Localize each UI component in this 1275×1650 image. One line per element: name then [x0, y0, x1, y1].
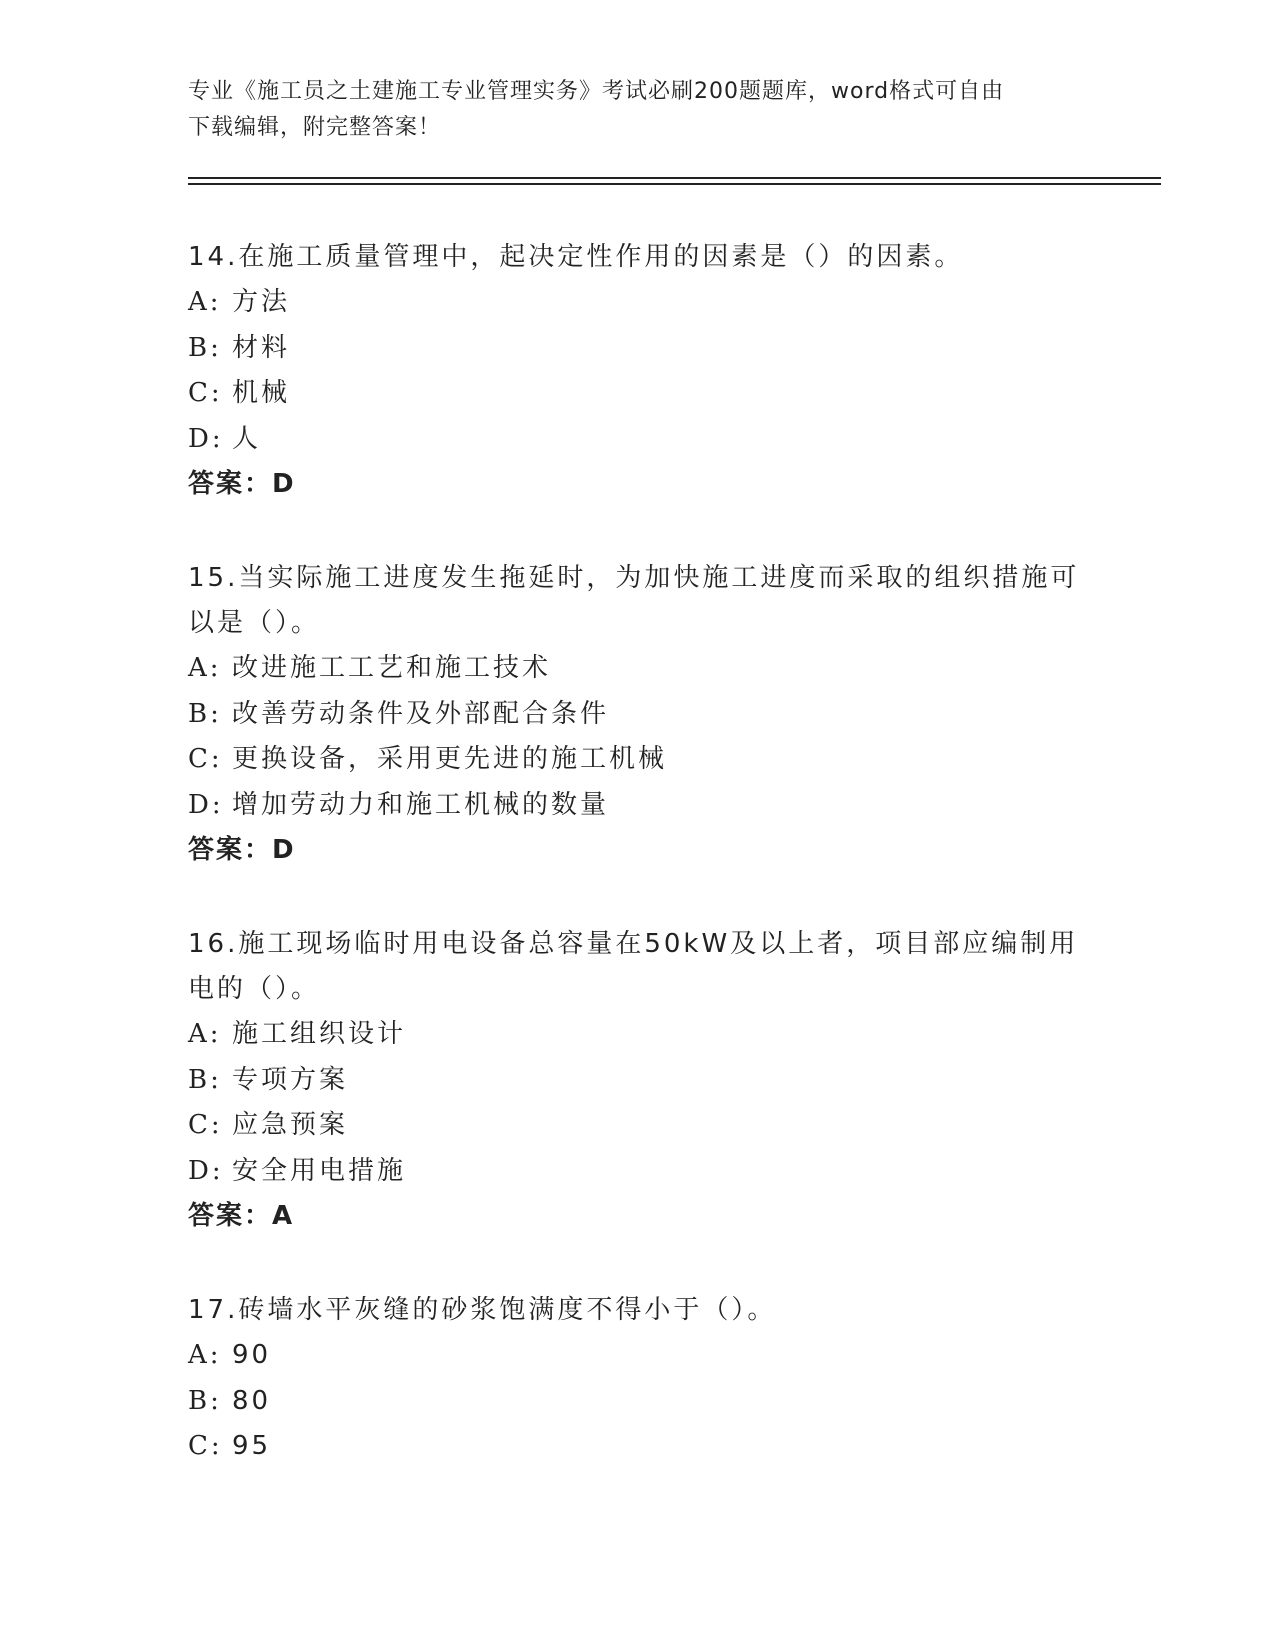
question-stem: 16.施工现场临时用电设备总容量在50kW及以上者，项目部应编制用电的（）。 — [188, 929, 1079, 1004]
answer-line: 答案：D — [188, 835, 296, 865]
document-header — [188, 74, 1088, 146]
question-16 — [188, 922, 1088, 1240]
option-letter: B: — [188, 1385, 222, 1416]
answer-line: 答案：A — [188, 1201, 295, 1231]
header-line-1: 专业《施工员之土建施工专业管理实务》考试必刷200题题库，word格式可自由 — [188, 79, 1005, 104]
option-text: 95 — [232, 1431, 272, 1461]
header-line-2: 下载编辑，附完整答案！ — [188, 115, 442, 140]
option-text: 机械 — [232, 378, 291, 408]
option-letter: C: — [188, 1110, 223, 1140]
option-text: 安全用电措施 — [232, 1155, 407, 1186]
option-letter: B: — [188, 698, 222, 729]
option-text: 改进施工工艺和施工技术 — [232, 653, 552, 683]
option-letter: D: — [188, 423, 224, 454]
option-text: 人 — [232, 423, 262, 454]
option-text: 方法 — [232, 287, 291, 317]
option-a — [188, 1012, 1088, 1058]
question-stem: 17.砖墙水平灰缝的砂浆饱满度不得小于（）。 — [188, 1295, 777, 1325]
option-b — [188, 326, 1088, 372]
option-c — [188, 1424, 1088, 1470]
option-a — [188, 646, 1088, 692]
option-text: 应急预案 — [232, 1110, 349, 1140]
option-letter: A: — [188, 1340, 222, 1370]
option-d — [188, 783, 1088, 829]
option-letter: A: — [188, 287, 222, 317]
option-a — [188, 1333, 1088, 1379]
answer-line: 答案：D — [188, 469, 296, 499]
question-14 — [188, 235, 1088, 508]
option-letter: D: — [188, 789, 224, 820]
question-stem: 14.在施工质量管理中，起决定性作用的因素是（）的因素。 — [188, 242, 964, 272]
option-letter: D: — [188, 1155, 224, 1186]
option-text: 专项方案 — [232, 1064, 349, 1095]
question-15 — [188, 556, 1088, 874]
option-d — [188, 1149, 1088, 1195]
option-letter: A: — [188, 1019, 222, 1049]
option-a — [188, 280, 1088, 326]
option-b — [188, 1058, 1088, 1104]
question-stem: 15.当实际施工进度发生拖延时，为加快施工进度而采取的组织措施可以是（）。 — [188, 563, 1080, 638]
option-b — [188, 1379, 1088, 1425]
option-c — [188, 737, 1088, 783]
option-letter: B: — [188, 1064, 222, 1095]
option-c — [188, 1103, 1088, 1149]
option-text: 改善劳动条件及外部配合条件 — [232, 698, 610, 729]
option-text: 更换设备，采用更先进的施工机械 — [232, 744, 668, 774]
option-letter: C: — [188, 1431, 223, 1461]
option-b — [188, 692, 1088, 738]
option-letter: B: — [188, 332, 222, 363]
header-divider-bottom — [188, 183, 1161, 185]
option-text: 施工组织设计 — [232, 1019, 407, 1049]
option-letter: A: — [188, 653, 222, 683]
question-17 — [188, 1288, 1088, 1470]
option-text: 增加劳动力和施工机械的数量 — [232, 789, 610, 820]
option-letter: C: — [188, 744, 223, 774]
option-text: 80 — [232, 1385, 272, 1416]
option-text: 材料 — [232, 332, 291, 363]
option-d — [188, 417, 1088, 463]
header-divider-top — [188, 177, 1161, 179]
option-letter: C: — [188, 378, 223, 408]
option-c — [188, 371, 1088, 417]
option-text: 90 — [232, 1340, 272, 1370]
